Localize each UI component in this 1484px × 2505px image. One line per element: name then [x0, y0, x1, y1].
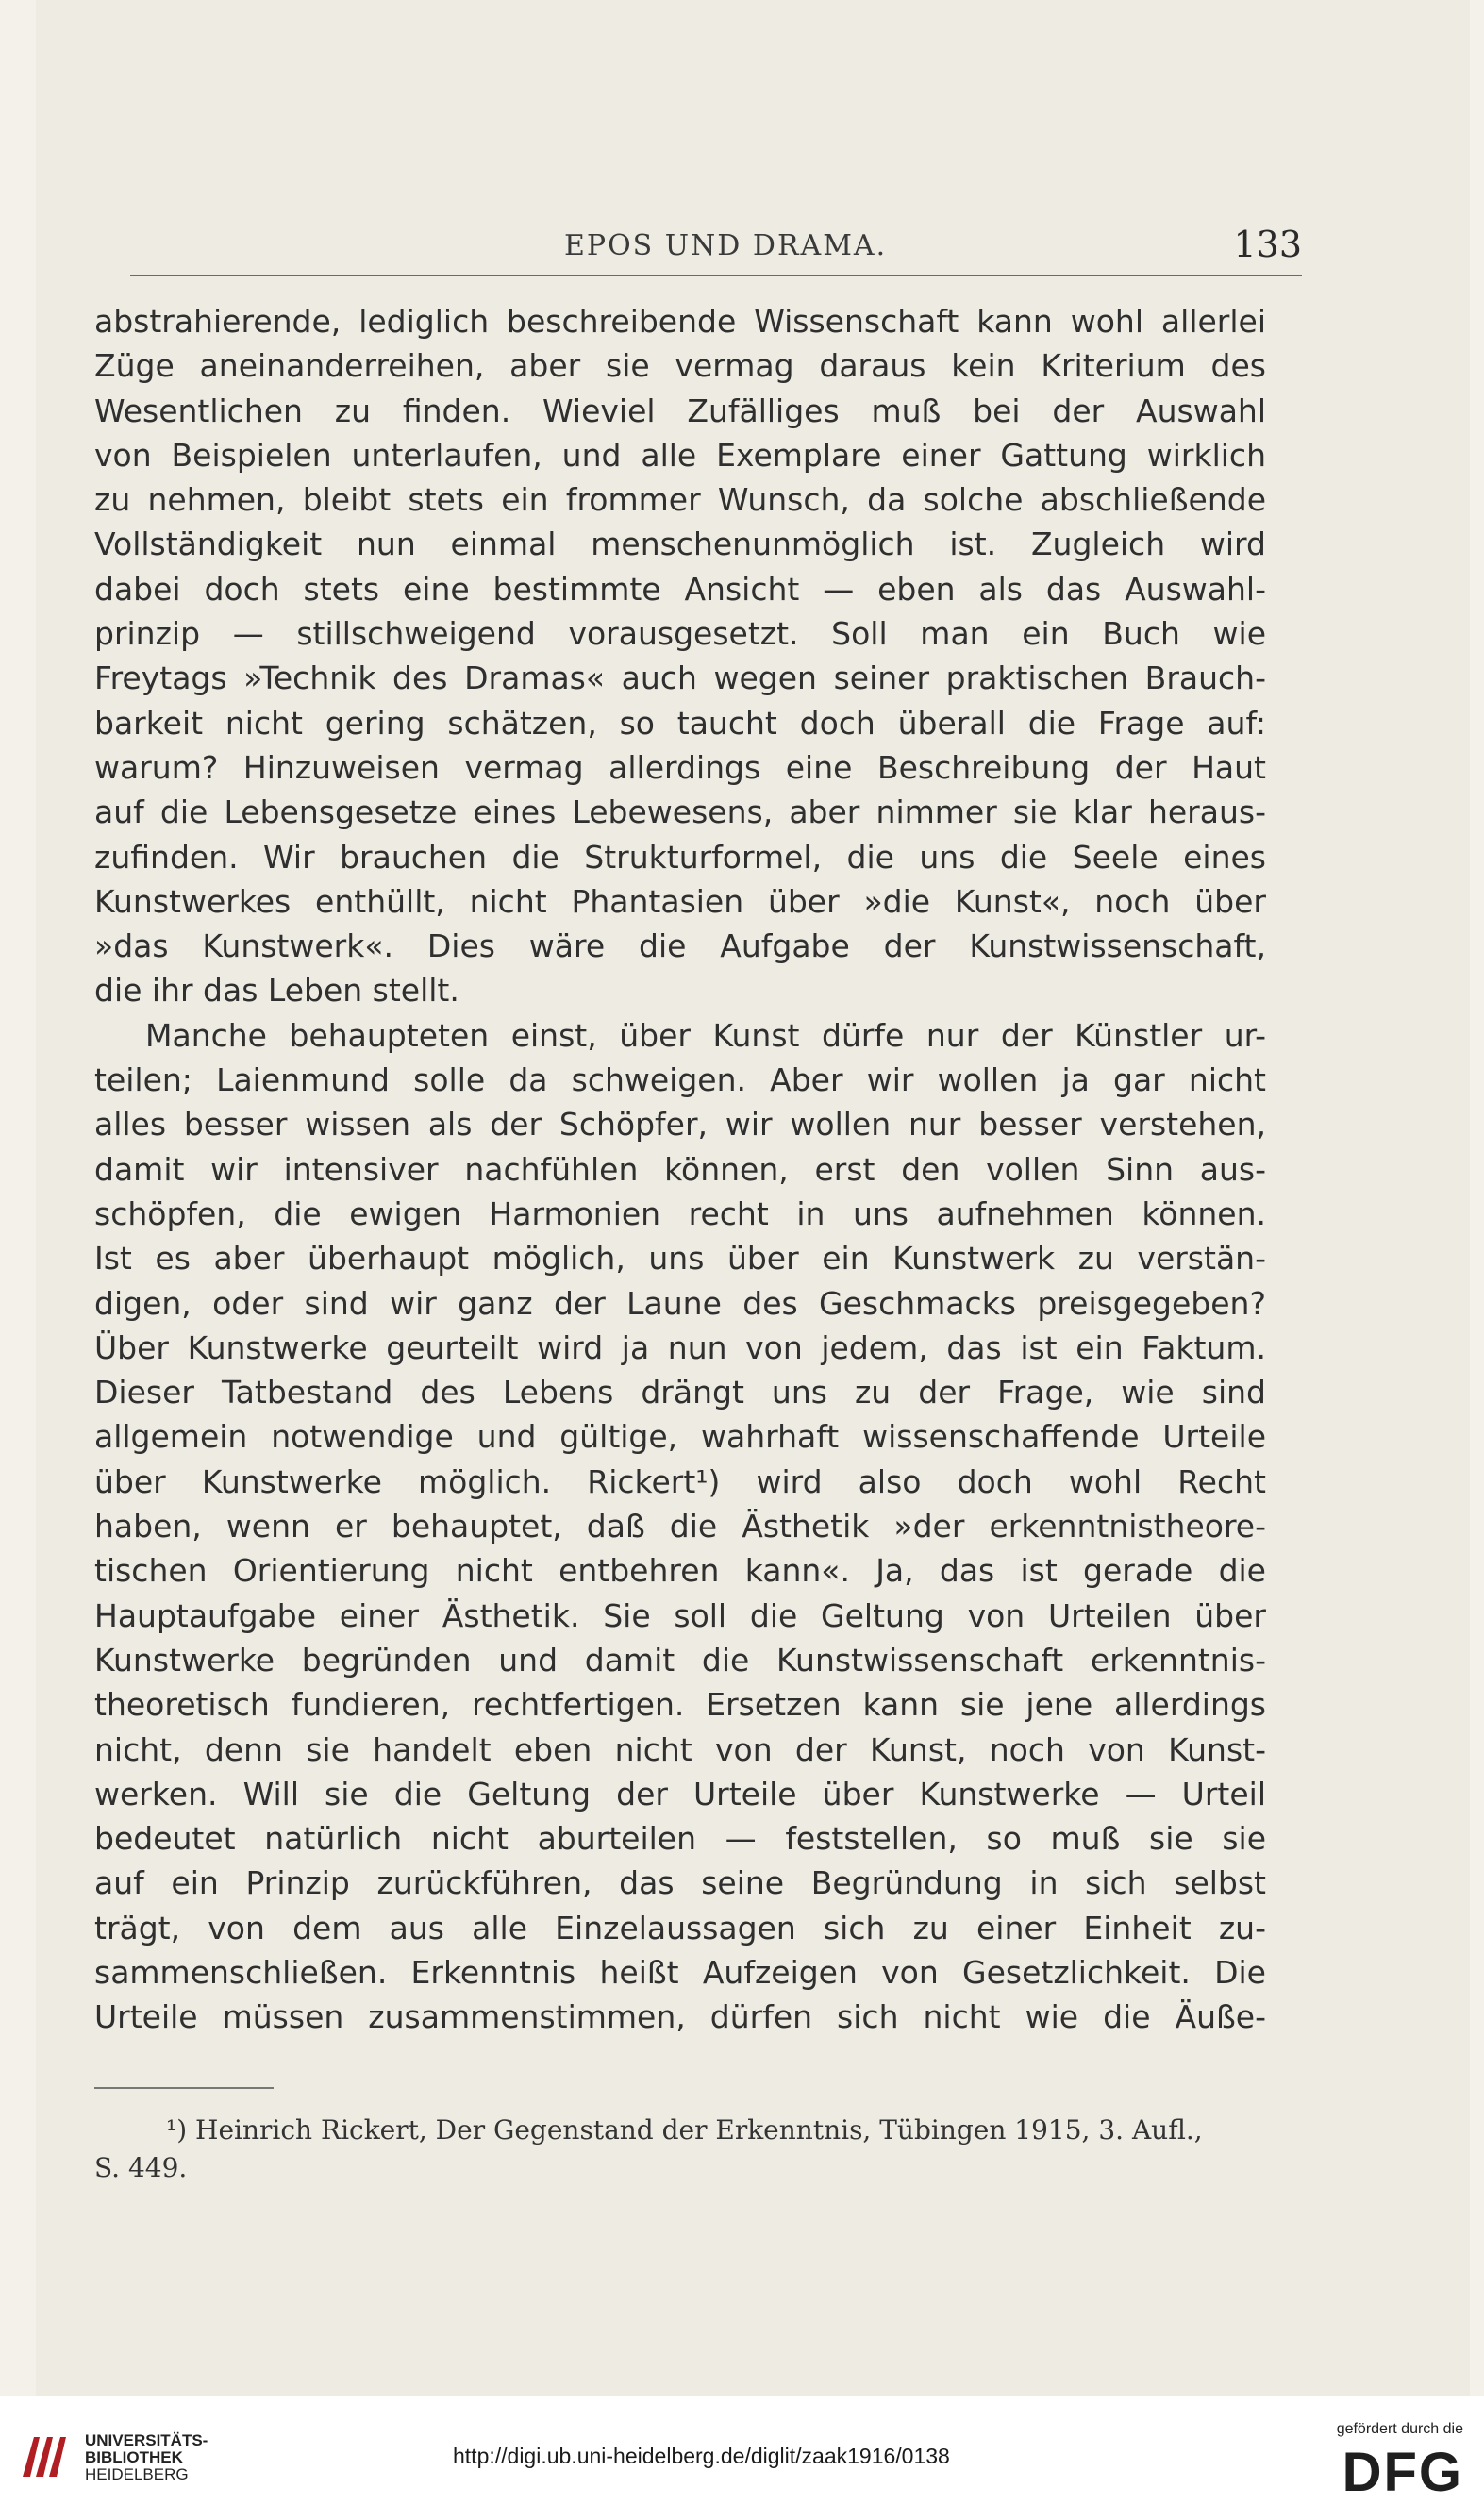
paragraph-2: [94, 1013, 1266, 2040]
text-line: Ist es aber überhaupt möglich, uns über ein Kunstwerk zu verstän-: [94, 1240, 1266, 1278]
text-line: sammenschließen. Erkenntnis heißt Aufzeigen von Gesetzlichkeit. Die: [94, 1953, 1266, 1991]
text-line: Züge aneinanderreihen, aber sie vermag daraus kein Kriterium des: [94, 347, 1266, 385]
text-line: prinzip — stillschweigend vorausgesetzt. Soll man ein Buch wie: [94, 615, 1266, 653]
text-line: auf die Lebensgesetze eines Lebewesens, aber nimmer sie klar heraus-: [94, 793, 1266, 831]
library-line-3: HEIDELBERG: [85, 2465, 189, 2483]
text-line: damit wir intensiver nachfühlen können, erst den vollen Sinn aus-: [94, 1150, 1266, 1188]
text-line: allgemein notwendige und gültige, wahrhaft wissenschaffende Urteile: [94, 1418, 1266, 1456]
text-line: haben, wenn er behauptet, daß die Ästhetik »der erkenntnistheore-: [94, 1508, 1266, 1545]
text-line: Dieser Tatbestand des Lebens drängt uns zu der Frage, wie sind: [94, 1374, 1266, 1411]
text-line: von Beispielen unterlaufen, und alle Exemplare einer Gattung wirklich: [94, 436, 1266, 474]
dfg-logo: DFG: [1342, 2442, 1463, 2503]
library-line-2: BIBLIOTHEK: [85, 2448, 183, 2466]
page-header: [130, 224, 1302, 276]
text-line: schöpfen, die ewigen Harmonien recht in uns aufnehmen können.: [94, 1194, 1266, 1232]
body-text: [94, 299, 1266, 2040]
text-line: Manche behaupteten einst, über Kunst dürfe nur der Künstler ur-: [145, 1016, 1266, 1054]
text-line: trägt, von dem aus alle Einzelaussagen sich zu einer Einheit zu-: [94, 1909, 1266, 1946]
text-line: dabei doch stets eine bestimmte Ansicht — eben als das Auswahl-: [94, 570, 1266, 608]
text-line: werken. Will sie die Geltung der Urteile über Kunstwerke — Urteil: [94, 1775, 1266, 1812]
running-head: EPOS UND DRAMA.: [564, 229, 888, 262]
text-line: Urteile müssen zusammenstimmen, dürfen sich nicht wie die Äuße-: [94, 1998, 1266, 2036]
footnote-divider: [94, 2087, 274, 2089]
text-line: theoretisch fundieren, rechtfertigen. Ersetzen kann sie jene allerdings: [94, 1686, 1266, 1724]
text-line: Hauptaufgabe einer Ästhetik. Sie soll die Geltung von Urteilen über: [94, 1596, 1266, 1634]
footnote: [94, 2112, 1266, 2187]
text-line: »das Kunstwerk«. Dies wäre die Aufgabe der Kunstwissenschaft,: [94, 927, 1266, 965]
text-line: nicht, denn sie handelt eben nicht von der Kunst, noch von Kunst-: [94, 1730, 1266, 1768]
text-line: barkeit nicht gering schätzen, so taucht doch überall die Frage auf:: [94, 704, 1266, 742]
university-library-logo-icon: [17, 2430, 72, 2484]
text-line: zu nehmen, bleibt stets ein frommer Wunsch, da solche abschließende: [94, 481, 1266, 519]
text-line: teilen; Laienmund solle da schweigen. Aber wir wollen ja gar nicht: [94, 1061, 1266, 1099]
paragraph-1: [94, 299, 1266, 1013]
page-number: 133: [1233, 224, 1302, 265]
text-line: abstrahierende, lediglich beschreibende Wissenschaft kann wohl allerlei: [94, 303, 1266, 340]
text-line: zufinden. Wir brauchen die Strukturformel, die uns die Seele eines: [94, 838, 1266, 876]
text-line: warum? Hinzuweisen vermag allerdings eine Beschreibung der Haut: [94, 748, 1266, 786]
text-line: Kunstwerke begründen und damit die Kunstwissenschaft erkenntnis-: [94, 1641, 1266, 1678]
funding-label: gefördert durch die: [1336, 2421, 1463, 2437]
text-line: über Kunstwerke möglich. Rickert¹) wird also doch wohl Recht: [94, 1462, 1266, 1500]
library-line-1: UNIVERSITÄTS-: [85, 2431, 208, 2449]
footnote-line: ¹) Heinrich Rickert, Der Gegenstand der Erkenntnis, Tübingen 1915, 3. Aufl.,: [166, 2114, 1203, 2146]
text-line: Wesentlichen zu finden. Wieviel Zufälliges muß bei der Auswahl: [94, 392, 1266, 429]
viewer-footer: [0, 2396, 1484, 2505]
text-line: tischen Orientierung nicht entbehren kann«. Ja, das ist gerade die: [94, 1552, 1266, 1590]
library-name: [85, 2432, 208, 2483]
text-line: Kunstwerkes enthüllt, nicht Phantasien über »die Kunst«, noch über: [94, 882, 1266, 920]
text-line: Über Kunstwerke geurteilt wird ja nun von jedem, das ist ein Faktum.: [94, 1328, 1266, 1366]
text-line: digen, oder sind wir ganz der Laune des Geschmacks preisgegeben?: [94, 1284, 1266, 1322]
text-line: Freytags »Technik des Dramas« auch wegen seiner praktischen Brauch-: [94, 660, 1266, 697]
text-line: die ihr das Leben stellt.: [94, 972, 459, 1010]
permalink-url[interactable]: http://digi.ub.uni-heidelberg.de/diglit/zaak1916/0138: [453, 2444, 950, 2468]
text-line: alles besser wissen als der Schöpfer, wir wollen nur besser verstehen,: [94, 1106, 1266, 1144]
text-line: auf ein Prinzip zurückführen, das seine Begründung in sich selbst: [94, 1864, 1266, 1902]
text-line: Vollständigkeit nun einmal menschenunmöglich ist. Zugleich wird: [94, 526, 1266, 563]
footnote-line: S. 449.: [94, 2152, 188, 2183]
text-line: bedeutet natürlich nicht aburteilen — feststellen, so muß sie sie: [94, 1820, 1266, 1858]
